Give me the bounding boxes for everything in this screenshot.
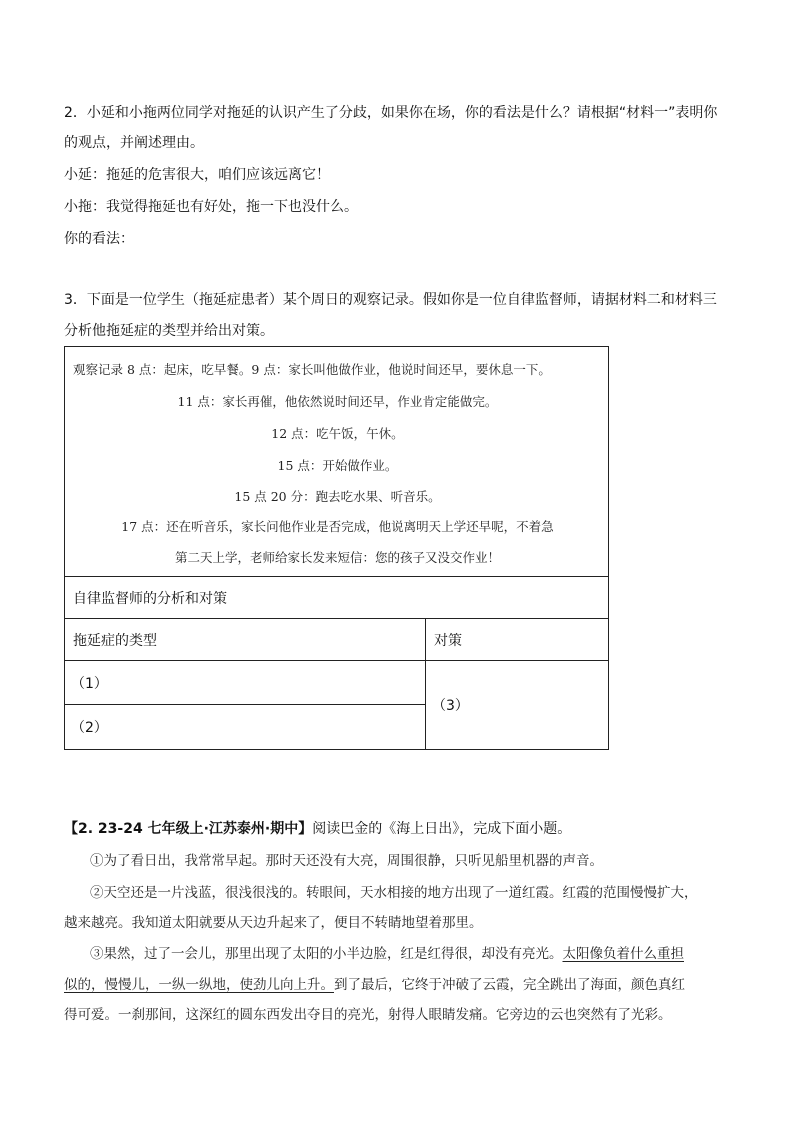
passage-paragraph-3-line3: 得可爱。一刹那间，这深红的圆东西发出夺目的亮光，射得人眼睛发痛。它旁边的云也突然有了光彩。 [64,1007,672,1023]
answer-cell-1[interactable] [65,661,426,705]
passage-text: 到了最后，它终于冲破了云霞，完全跳出了海面，颜色真红 [334,977,685,993]
analysis-header-cell [65,577,609,619]
col-strategy-label: 对策 [434,632,462,649]
answer-3-label: （3） [432,698,469,714]
col-strategy-header [426,619,609,661]
passage-paragraph-1: ①为了看日出，我常常早起。那时天还没有大亮，周围很静，只听见船里机器的声音。 [90,853,603,869]
observation-line: 第二天上学，老师给家长发来短信：您的孩子又没交作业！ [174,550,500,565]
underlined-sentence-part1: 太阳像负着什么重担 [562,946,684,962]
answer-cell-3[interactable] [426,661,609,750]
passage-paragraph-3-line1 [90,945,684,963]
q2-your-view-label: 你的看法： [64,231,134,247]
observation-line: 17 点：还在听音乐，家长问他作业是否完成，他说离明天上学还早呢，不着急 [121,519,554,534]
q3-prompt-line1: 3．下面是一位学生（拖延症患者）某个周日的观察记录。假如你是一位自律监督师，请据材料二和材料三 [64,292,717,308]
answer-2-label: （2） [71,720,108,736]
q2-xiaoyan-statement: 小延：拖延的危害很大，咱们应该远离它！ [64,167,330,183]
q2-prompt-line1: 2．小延和小拖两位同学对拖延的认识产生了分歧，如果你在场，你的看法是什么？请根据“材料一”表明你 [64,105,718,121]
passage-paragraph-2-line1: ②天空还是一片浅蓝，很浅很浅的。转眼间，天水相接的地方出现了一道红霞。红霞的范围慢慢扩大， [90,885,698,901]
observation-line: 12 点：吃午饭，午休。 [271,426,404,441]
col-type-label: 拖延症的类型 [73,632,157,649]
observation-line: 15 点：开始做作业。 [277,458,398,473]
observation-table [64,346,609,750]
q2-xiaotuo-statement: 小拖：我觉得拖延也有好处，拖一下也没什么。 [64,199,358,215]
reading-intro: 阅读巴金的《海上日出》，完成下面小题。 [312,821,572,837]
observation-line: 15 点 20 分：跑去吃水果、听音乐。 [234,489,441,504]
underlined-sentence-part2: 似的，慢慢儿，一纵一纵地，使劲儿向上升。 [64,977,334,993]
observation-line: 观察记录 8 点：起床，吃早餐。9 点：家长叫他做作业，他说时间还早，要休息一下。 [73,362,551,377]
observation-record-cell [65,347,609,577]
answer-1-label: （1） [71,675,108,692]
passage-paragraph-3-line2 [64,976,685,994]
answer-cell-2[interactable] [65,705,426,750]
analysis-header: 自律监督师的分析和对策 [73,590,227,607]
q3-prompt-line2: 分析他拖延症的类型并给出对策。 [64,323,274,339]
passage-text: ③果然，过了一会儿，那里出现了太阳的小半边脸，红是红得很，却没有亮光。 [90,946,563,962]
passage-paragraph-2-line2: 越来越亮。我知道太阳就要从天边升起来了，便目不转睛地望着那里。 [64,915,483,931]
col-type-header [65,619,426,661]
reading-heading [64,820,571,838]
observation-line: 11 点：家长再催，他依然说时间还早，作业肯定能做完。 [177,394,498,409]
reading-source: 【2. 23-24 七年级上·江苏泰州·期中】 [64,821,313,837]
q2-prompt-line2: 的观点，并阐述理由。 [64,135,204,151]
